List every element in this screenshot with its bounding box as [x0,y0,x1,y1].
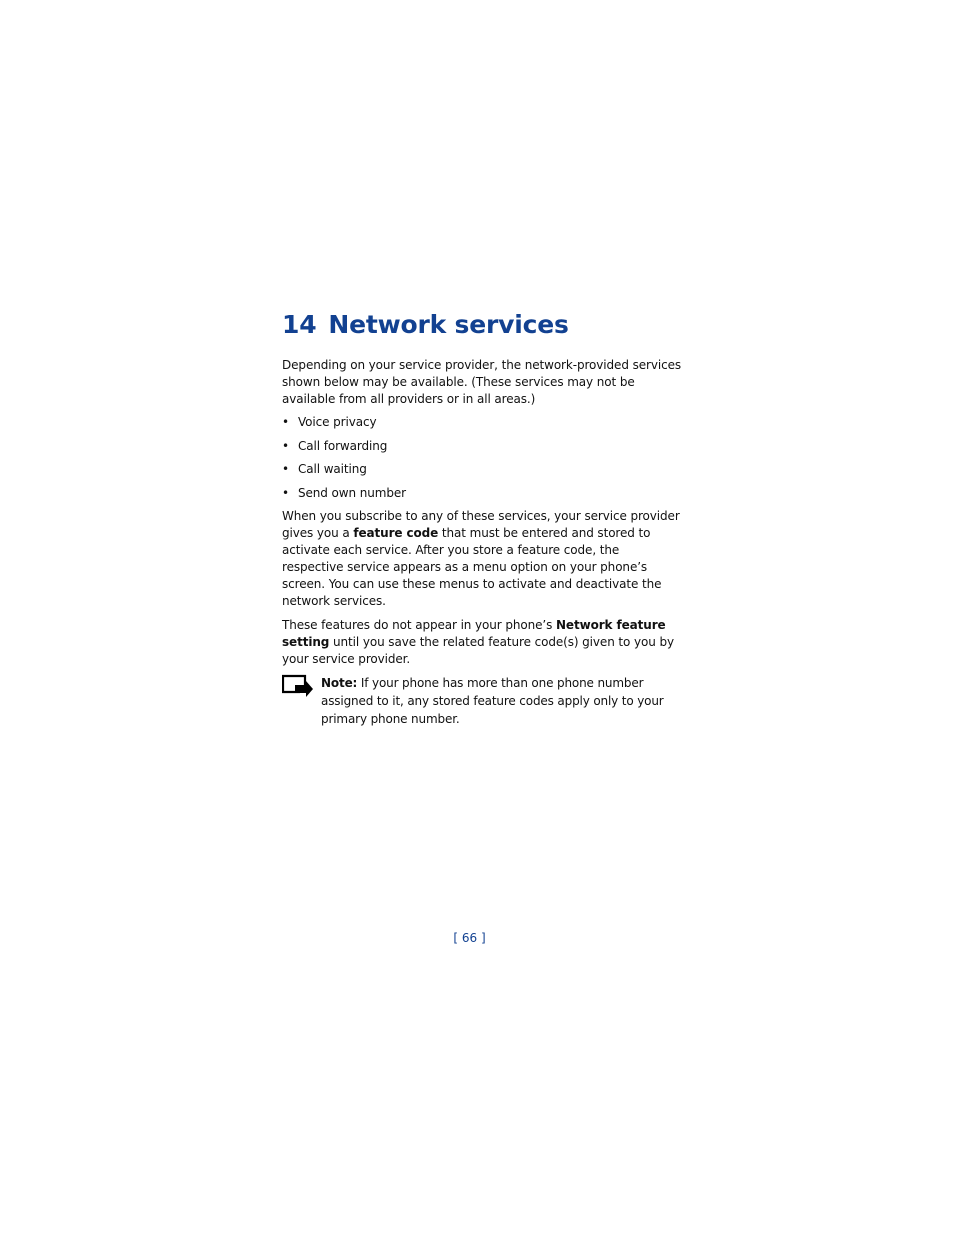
note-icon [282,674,314,698]
bullet-icon: • [282,462,289,476]
list-item [282,461,682,478]
chapter-number: 14 [282,310,317,339]
list-item [282,485,682,502]
note-text: If your phone has more than one phone number assigned to it, any stored feature codes apply only to your primary phone number. [321,676,664,726]
chapter-title-text: Network services [328,310,569,339]
intro-paragraph: Depending on your service provider, the network-provided services shown below may be available. (These services may not be available from all providers or in all areas.) [282,358,682,406]
features-text-end: until you save the related feature code(s) given to you by your service provider. [282,635,674,666]
list-item [282,414,682,431]
feature-code-term: feature code [353,526,439,540]
bullet-icon: • [282,438,289,453]
subscribe-paragraph [282,508,682,610]
service-label: Call waiting [298,462,367,476]
note-label: Note: [321,676,358,690]
page-content [282,306,682,728]
service-label: Voice privacy [298,415,377,429]
list-item [282,438,682,455]
service-label: Call forwarding [298,438,388,453]
subscribe-text-start: When you subscribe to any of these services, your service provider gives you a [282,509,680,540]
bullet-icon: • [282,415,289,429]
page-number: [ 66 ] [453,931,486,945]
services-list [282,414,682,502]
chapter-title [282,306,682,344]
note-block [282,674,682,728]
features-paragraph [282,617,682,668]
subscribe-text-end: that must be entered and stored to activate each service. After you store a feature code, the respective service appears as a menu option on your phone’s screen. You can use these menus to activate and deactivate the network services. [282,526,662,608]
features-text-start: These features do not appear in your phone’s [282,618,556,632]
service-label: Send own number [298,485,406,500]
network-feature-setting-term: Network feature setting [282,618,666,649]
bullet-icon: • [282,485,289,500]
